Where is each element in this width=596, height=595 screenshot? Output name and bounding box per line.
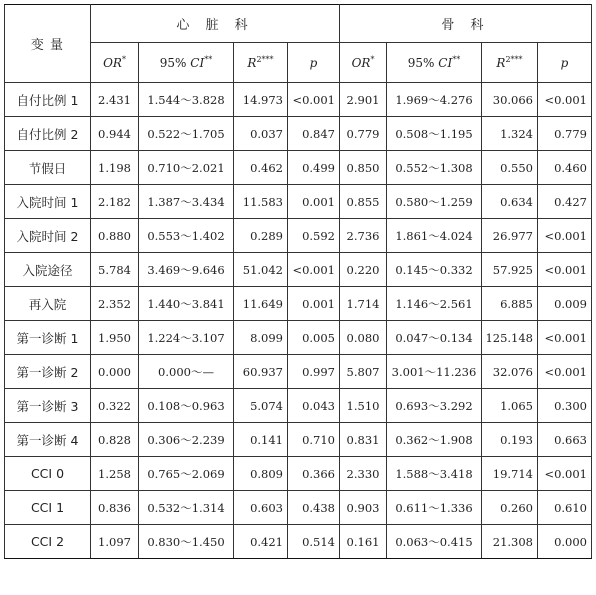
column-header-orthopedics-ci	[387, 43, 482, 83]
cell-cardiology-r2: 0.462	[234, 151, 288, 185]
logistic-regression-table	[4, 4, 592, 559]
cell-orthopedics-p: 0.427	[538, 185, 592, 219]
group-header-cardiology: 心 脏 科	[91, 5, 340, 43]
cell-orthopedics-r2: 32.076	[482, 355, 538, 389]
cell-cardiology-p: 0.847	[288, 117, 340, 151]
cell-orthopedics-r2: 21.308	[482, 525, 538, 559]
cell-orthopedics-r2: 0.634	[482, 185, 538, 219]
row-label: 再入院	[5, 287, 91, 321]
table-row	[5, 491, 592, 525]
row-label: CCI 2	[5, 525, 91, 559]
cell-cardiology-or: 2.182	[91, 185, 139, 219]
results-table-container	[4, 4, 592, 559]
cell-orthopedics-p: <0.001	[538, 253, 592, 287]
cell-orthopedics-p: <0.001	[538, 321, 592, 355]
column-header-orthopedics-r2	[482, 43, 538, 83]
cell-cardiology-r2: 14.973	[234, 83, 288, 117]
cell-cardiology-r2: 11.583	[234, 185, 288, 219]
cell-orthopedics-or: 0.903	[340, 491, 387, 525]
cell-orthopedics-p: 0.779	[538, 117, 592, 151]
cell-orthopedics-r2: 6.885	[482, 287, 538, 321]
cell-orthopedics-ci: 0.552～1.308	[387, 151, 482, 185]
cell-cardiology-ci: 0.553～1.402	[139, 219, 234, 253]
row-label: CCI 0	[5, 457, 91, 491]
cell-orthopedics-ci: 0.047～0.134	[387, 321, 482, 355]
cell-orthopedics-or: 2.736	[340, 219, 387, 253]
column-header-symbol: R	[496, 56, 506, 70]
cell-orthopedics-p: <0.001	[538, 83, 592, 117]
table-row	[5, 83, 592, 117]
table-row	[5, 389, 592, 423]
cell-cardiology-r2: 0.603	[234, 491, 288, 525]
column-header-orthopedics-p	[538, 43, 592, 83]
cell-orthopedics-ci: 0.362～1.908	[387, 423, 482, 457]
cell-orthopedics-p: 0.000	[538, 525, 592, 559]
cell-orthopedics-or: 0.831	[340, 423, 387, 457]
cell-orthopedics-r2: 1.065	[482, 389, 538, 423]
cell-cardiology-r2: 8.099	[234, 321, 288, 355]
cell-cardiology-ci: 0.710～2.021	[139, 151, 234, 185]
cell-orthopedics-or: 1.510	[340, 389, 387, 423]
cell-orthopedics-r2: 0.260	[482, 491, 538, 525]
cell-orthopedics-p: 0.009	[538, 287, 592, 321]
cell-cardiology-or: 1.950	[91, 321, 139, 355]
column-header-footnote-mark: 2***	[505, 55, 523, 64]
cell-orthopedics-or: 0.080	[340, 321, 387, 355]
cell-orthopedics-r2: 19.714	[482, 457, 538, 491]
cell-cardiology-ci: 1.224～3.107	[139, 321, 234, 355]
row-label: 入院时间 1	[5, 185, 91, 219]
column-header-cardiology-ci	[139, 43, 234, 83]
cell-cardiology-ci: 0.765～2.069	[139, 457, 234, 491]
cell-orthopedics-or: 5.807	[340, 355, 387, 389]
row-label: 入院时间 2	[5, 219, 91, 253]
table-row	[5, 525, 592, 559]
row-label: 自付比例 2	[5, 117, 91, 151]
cell-orthopedics-ci: 1.969～4.276	[387, 83, 482, 117]
cell-cardiology-r2: 0.141	[234, 423, 288, 457]
cell-orthopedics-r2: 57.925	[482, 253, 538, 287]
table-row	[5, 219, 592, 253]
row-label: 入院途径	[5, 253, 91, 287]
cell-cardiology-or: 1.097	[91, 525, 139, 559]
table-row	[5, 287, 592, 321]
column-header-symbol: p	[309, 55, 318, 70]
cell-orthopedics-ci: 3.001～11.236	[387, 355, 482, 389]
row-label: 第一诊断 4	[5, 423, 91, 457]
cell-orthopedics-r2: 0.550	[482, 151, 538, 185]
cell-cardiology-r2: 0.289	[234, 219, 288, 253]
cell-cardiology-or: 0.880	[91, 219, 139, 253]
column-header-prefix: 95%	[159, 56, 191, 70]
cell-orthopedics-r2: 26.977	[482, 219, 538, 253]
cell-orthopedics-ci: 0.508～1.195	[387, 117, 482, 151]
cell-cardiology-or: 0.944	[91, 117, 139, 151]
cell-orthopedics-p: <0.001	[538, 457, 592, 491]
table-row	[5, 457, 592, 491]
cell-orthopedics-p: 0.300	[538, 389, 592, 423]
cell-orthopedics-r2: 1.324	[482, 117, 538, 151]
column-header-cardiology-or	[91, 43, 139, 83]
cell-cardiology-or: 0.322	[91, 389, 139, 423]
variable-header: 变 量	[5, 5, 91, 83]
table-row	[5, 151, 592, 185]
cell-cardiology-ci: 0.522～1.705	[139, 117, 234, 151]
cell-orthopedics-or: 0.855	[340, 185, 387, 219]
column-header-prefix: 95%	[407, 56, 439, 70]
table-row	[5, 423, 592, 457]
group-header-orthopedics: 骨 科	[340, 5, 592, 43]
cell-cardiology-or: 0.828	[91, 423, 139, 457]
cell-cardiology-or: 2.431	[91, 83, 139, 117]
cell-orthopedics-r2: 125.148	[482, 321, 538, 355]
cell-orthopedics-p: 0.610	[538, 491, 592, 525]
cell-orthopedics-ci: 0.063～0.415	[387, 525, 482, 559]
cell-cardiology-p: <0.001	[288, 83, 340, 117]
column-header-symbol: CI	[438, 56, 453, 70]
cell-orthopedics-ci: 1.588～3.418	[387, 457, 482, 491]
cell-cardiology-p: 0.592	[288, 219, 340, 253]
column-header-symbol: OR	[351, 56, 371, 70]
cell-cardiology-r2: 51.042	[234, 253, 288, 287]
table-row	[5, 355, 592, 389]
cell-cardiology-p: 0.043	[288, 389, 340, 423]
cell-cardiology-or: 0.836	[91, 491, 139, 525]
cell-cardiology-r2: 0.809	[234, 457, 288, 491]
row-label: 第一诊断 3	[5, 389, 91, 423]
cell-orthopedics-p: 0.663	[538, 423, 592, 457]
cell-cardiology-or: 5.784	[91, 253, 139, 287]
table-row	[5, 117, 592, 151]
cell-cardiology-ci: 1.440～3.841	[139, 287, 234, 321]
column-header-cardiology-r2	[234, 43, 288, 83]
cell-cardiology-or: 0.000	[91, 355, 139, 389]
cell-orthopedics-or: 2.901	[340, 83, 387, 117]
cell-cardiology-p: 0.710	[288, 423, 340, 457]
cell-cardiology-p: 0.438	[288, 491, 340, 525]
cell-orthopedics-ci: 0.145～0.332	[387, 253, 482, 287]
cell-orthopedics-or: 2.330	[340, 457, 387, 491]
cell-orthopedics-ci: 1.146～2.561	[387, 287, 482, 321]
cell-orthopedics-r2: 0.193	[482, 423, 538, 457]
cell-cardiology-ci: 0.000～—	[139, 355, 234, 389]
column-header-row	[5, 43, 592, 83]
cell-orthopedics-ci: 0.611～1.336	[387, 491, 482, 525]
row-label: CCI 1	[5, 491, 91, 525]
row-label: 节假日	[5, 151, 91, 185]
cell-cardiology-ci: 1.544～3.828	[139, 83, 234, 117]
column-header-symbol: OR	[103, 56, 122, 70]
column-header-orthopedics-or	[340, 43, 387, 83]
cell-cardiology-p: 0.997	[288, 355, 340, 389]
cell-cardiology-ci: 0.532～1.314	[139, 491, 234, 525]
table-row	[5, 321, 592, 355]
cell-orthopedics-or: 0.850	[340, 151, 387, 185]
cell-cardiology-p: 0.001	[288, 287, 340, 321]
column-header-symbol: p	[560, 55, 569, 70]
cell-cardiology-r2: 60.937	[234, 355, 288, 389]
column-header-footnote-mark: *	[121, 55, 126, 64]
cell-cardiology-r2: 0.037	[234, 117, 288, 151]
cell-orthopedics-ci: 0.580～1.259	[387, 185, 482, 219]
column-header-footnote-mark: **	[204, 55, 213, 64]
cell-cardiology-r2: 0.421	[234, 525, 288, 559]
column-header-footnote-mark: *	[370, 55, 375, 64]
cell-orthopedics-or: 0.220	[340, 253, 387, 287]
cell-cardiology-ci: 0.830～1.450	[139, 525, 234, 559]
cell-cardiology-p: 0.001	[288, 185, 340, 219]
cell-cardiology-r2: 11.649	[234, 287, 288, 321]
cell-orthopedics-ci: 1.861～4.024	[387, 219, 482, 253]
column-header-symbol: R	[247, 56, 257, 70]
cell-orthopedics-ci: 0.693～3.292	[387, 389, 482, 423]
column-header-cardiology-p	[288, 43, 340, 83]
cell-cardiology-ci: 0.108～0.963	[139, 389, 234, 423]
cell-cardiology-ci: 3.469～9.646	[139, 253, 234, 287]
cell-orthopedics-p: <0.001	[538, 219, 592, 253]
cell-orthopedics-p: <0.001	[538, 355, 592, 389]
cell-orthopedics-or: 0.161	[340, 525, 387, 559]
cell-orthopedics-or: 1.714	[340, 287, 387, 321]
cell-orthopedics-p: 0.460	[538, 151, 592, 185]
cell-cardiology-p: <0.001	[288, 253, 340, 287]
table-row	[5, 185, 592, 219]
row-label: 自付比例 1	[5, 83, 91, 117]
cell-orthopedics-r2: 30.066	[482, 83, 538, 117]
table-body	[5, 83, 592, 559]
cell-cardiology-ci: 0.306～2.239	[139, 423, 234, 457]
cell-cardiology-or: 1.258	[91, 457, 139, 491]
cell-cardiology-p: 0.514	[288, 525, 340, 559]
cell-cardiology-ci: 1.387～3.434	[139, 185, 234, 219]
column-header-symbol: CI	[190, 56, 205, 70]
cell-cardiology-p: 0.005	[288, 321, 340, 355]
cell-cardiology-r2: 5.074	[234, 389, 288, 423]
row-label: 第一诊断 2	[5, 355, 91, 389]
table-row	[5, 253, 592, 287]
row-label: 第一诊断 1	[5, 321, 91, 355]
column-header-footnote-mark: **	[452, 55, 461, 64]
cell-cardiology-p: 0.366	[288, 457, 340, 491]
cell-cardiology-or: 2.352	[91, 287, 139, 321]
cell-orthopedics-or: 0.779	[340, 117, 387, 151]
cell-cardiology-or: 1.198	[91, 151, 139, 185]
cell-cardiology-p: 0.499	[288, 151, 340, 185]
column-header-footnote-mark: 2***	[256, 55, 274, 64]
